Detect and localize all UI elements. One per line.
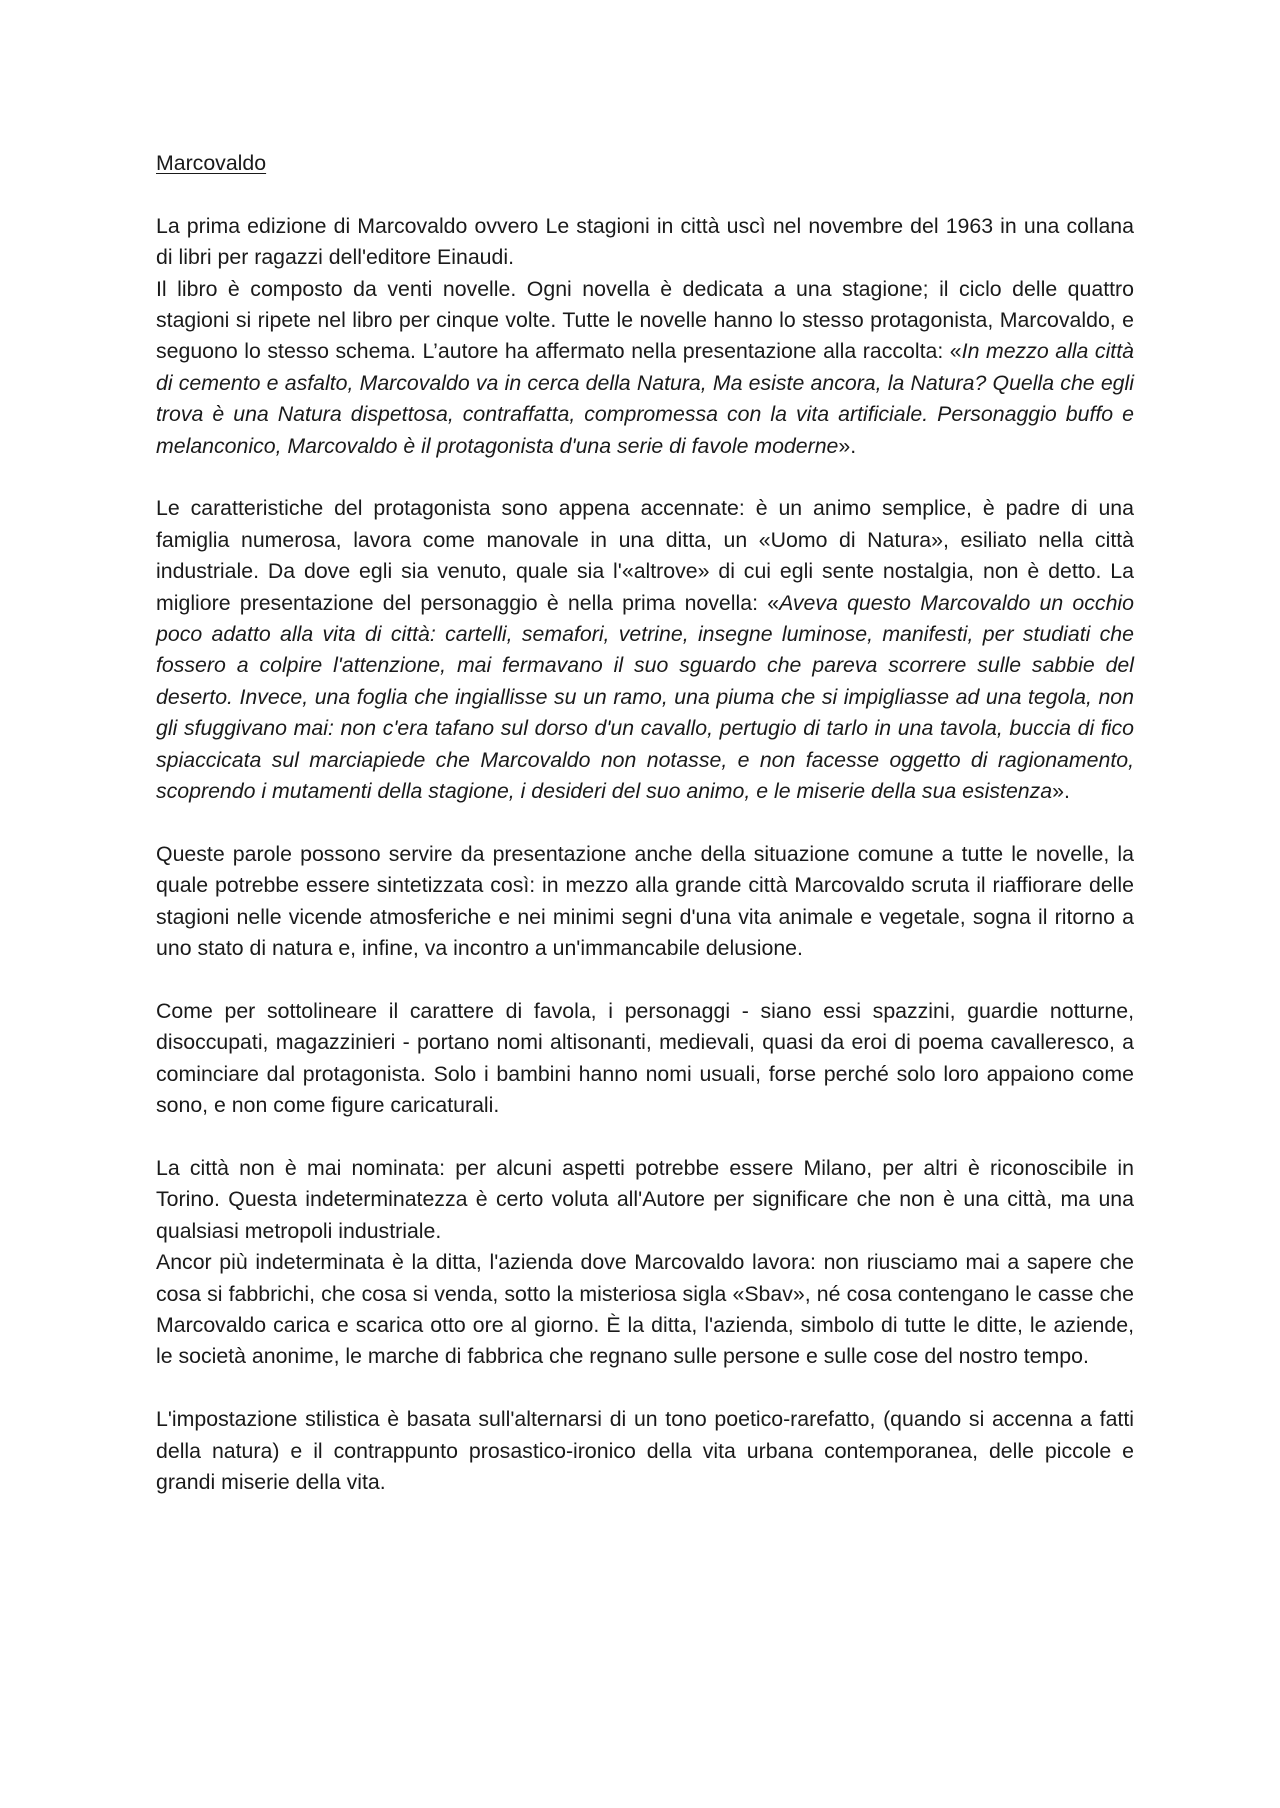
paragraph-situation: Queste parole possono servire da presentazione anche della situazione comune a tutte le novelle, la quale potrebbe essere sintetizzata così: in mezzo alla grande città Marcovaldo scruta il riaffiorare delle stagioni nelle vicende atmosferiche e nei minimi segni d'una vita animale e vegetale, sogna il ritorno a uno stato di natura e, infine, va incontro a un'immancabile delusione. bbox=[156, 841, 1134, 961]
document-title: Marcovaldo bbox=[156, 151, 267, 175]
paragraph-gap bbox=[156, 1373, 1134, 1404]
novel-quote: Aveva questo Marcovaldo un occhio poco adatto alla vita di città: cartelli, semafori, vetrine, insegne luminose, manifesti, per studiati che fossero a colpire l'attenzione, mai fermavano il suo sguardo che pareva scorrere sulle sabbie del deserto. Invece, una foglia che ingiallisse su un ramo, una piuma che si impigliasse ad una tegola, non gli sfuggivano mai: non c'era tafano sul dorso d'un cavallo, pertugio di tarlo in una tavola, buccia di fico spiaccicata sul marciapiede che Marcovaldo non notasse, e non facesse oggetto di ragionamento, scoprendo i mutamenti della stagione, i desideri del suo animo, e le miserie della sua esistenza bbox=[156, 590, 1134, 804]
paragraph-gap bbox=[156, 808, 1134, 839]
paragraph-edition: La prima edizione di Marcovaldo ovvero Le stagioni in città uscì nel novembre del 1963 in una collana di libri per ragazzi dell'editore Einaudi. bbox=[156, 213, 1134, 270]
paragraph-protagonist bbox=[156, 493, 1134, 807]
paragraph-gap bbox=[156, 1122, 1134, 1153]
quote-close: ». bbox=[1052, 779, 1070, 804]
author-quote: In mezzo alla città di cemento e asfalto, Marcovaldo va in cerca della Natura, Ma esiste ancora, la Natura? Quella che egli trova è una Natura dispettosa, contraffatta, compromessa con la vita artificiale. Personaggio buffo e melanconico, Marcovaldo è il protagonista d'una serie di favole moderne bbox=[156, 339, 1134, 458]
paragraph-characters: Come per sottolineare il carattere di favola, i personaggi - siano essi spazzini, guardie notturne, disoccupati, magazzinieri - portano nomi altisonanti, medievali, quasi da eroi di poema cavalleresco, a cominciare dal protagonista. Solo i bambini hanno nomi usuali, forse perché solo loro appaiono come sono, e non come figure caricaturali. bbox=[156, 998, 1134, 1118]
paragraph-protagonist-text: Le caratteristiche del protagonista sono appena accennate: è un animo semplice, è padre di una famiglia numerosa, lavora come manovale in una ditta, un «Uomo di Natura», esiliato nella città industriale. Da dove egli sia venuto, quale sia l'«altrove» di cui egli sente nostalgia, non è detto. La migliore presentazione del personaggio è nella prima novella: « bbox=[156, 496, 1134, 615]
paragraph-gap bbox=[156, 462, 1134, 493]
paragraph-style: L'impostazione stilistica è basata sull'alternarsi di un tono poetico-rarefatto, (quando si accenna a fatti della natura) e il contrappunto prosastico-ironico della vita urbana contemporanea, delle piccole e grandi miserie della vita. bbox=[156, 1407, 1134, 1494]
paragraph-structure bbox=[156, 274, 1134, 462]
paragraph-structure-text: Il libro è composto da venti novelle. Ogni novella è dedicata a una stagione; il ciclo delle quattro stagioni si ripete nel libro per cinque volte. Tutte le novelle hanno lo stesso protagonista, Marcovaldo, e seguono lo stesso schema. L’autore ha affermato nella presentazione alla raccolta: « bbox=[156, 276, 1134, 364]
paragraph-company: Ancor più indeterminata è la ditta, l'azienda dove Marcovaldo lavora: non riusciamo mai a sapere che cosa si fabbrichi, che cosa si venda, sotto la misteriosa sigla «Sbav», né cosa contengano le casse che Marcovaldo carica e scarica otto ore al giorno. È la ditta, l'azienda, simbolo di tutte le ditte, le aziende, le società anonime, le marche di fabbrica che regnano sulle persone e sulle cose del nostro tempo. bbox=[156, 1250, 1134, 1369]
paragraph-city: La città non è mai nominata: per alcuni aspetti potrebbe essere Milano, per altri è riconoscibile in Torino. Questa indeterminatezza è certo voluta all'Autore per significare che non è una città, ma una qualsiasi metropoli industriale. bbox=[156, 1155, 1134, 1243]
document-page bbox=[156, 148, 1134, 1498]
paragraph-gap bbox=[156, 965, 1134, 996]
quote-close: ». bbox=[838, 433, 857, 458]
